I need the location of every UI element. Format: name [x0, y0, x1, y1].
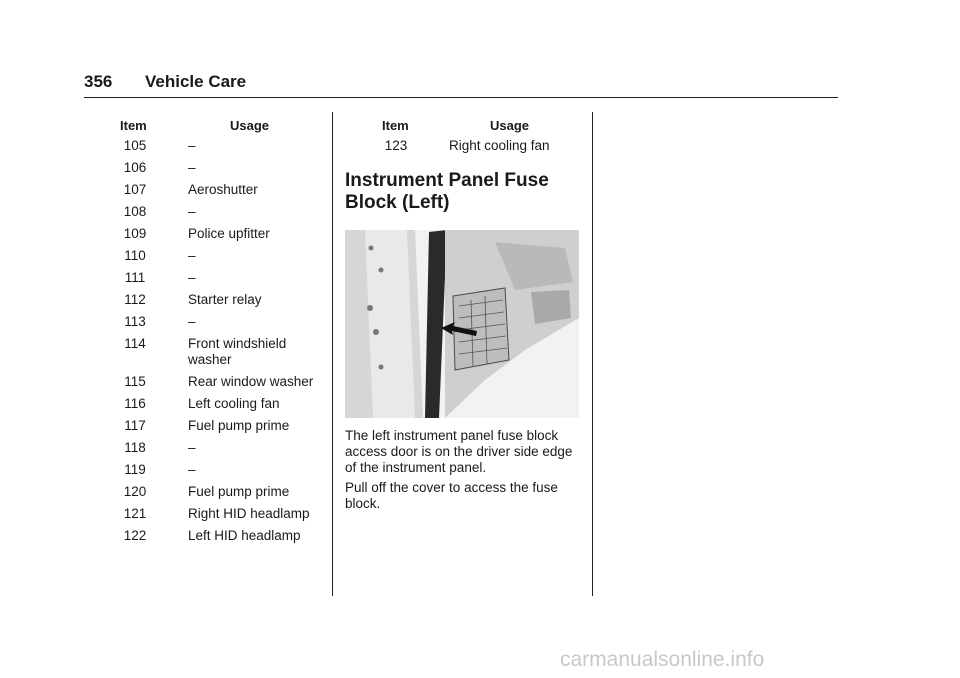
table-row	[120, 396, 320, 412]
fuse-item-number: 110	[124, 248, 146, 263]
table-row	[120, 270, 320, 286]
fuse-item-number: 123	[384, 138, 408, 153]
fuse-table-right	[382, 118, 582, 160]
page-title: Vehicle Care	[145, 72, 247, 91]
table-row	[120, 226, 320, 242]
fuse-item-number: 117	[124, 418, 146, 433]
fuse-item-number: 108	[123, 204, 147, 219]
table-row	[120, 292, 320, 308]
fuse-usage: Left HID headlamp	[188, 528, 301, 543]
fuse-usage: Right cooling fan	[449, 138, 550, 153]
table-row	[120, 528, 320, 544]
header-usage: Usage	[230, 118, 270, 133]
table-row	[120, 138, 320, 154]
fuse-usage: Police upfitter	[188, 226, 270, 241]
section-title: Instrument Panel Fuse Block (Left)	[345, 170, 549, 213]
fuse-item-number: 114	[124, 336, 146, 351]
body-paragraph-1: The left instrument panel fuse block access door is on the driver side edge of the instrument panel.	[345, 428, 573, 475]
fuse-item-number: 109	[123, 226, 147, 241]
fuse-item-number: 118	[124, 440, 146, 455]
table-row	[120, 160, 320, 176]
fuse-usage: –	[188, 270, 196, 285]
table-row	[120, 248, 320, 264]
header-item: Item	[120, 118, 147, 133]
fuse-usage: –	[188, 138, 196, 153]
table-row	[120, 418, 320, 434]
fuse-usage: Right HID headlamp	[188, 506, 310, 521]
table-row	[120, 484, 320, 500]
fuse-usage: –	[188, 204, 196, 219]
fuse-usage: –	[188, 440, 196, 455]
page-number: 356	[84, 72, 113, 91]
fuse-usage: Front windshield washer	[188, 336, 287, 367]
fuse-usage: Fuel pump prime	[188, 484, 290, 499]
table-row	[120, 204, 320, 220]
fuse-usage: –	[188, 160, 196, 175]
table-row	[120, 314, 320, 330]
header-rule	[84, 97, 838, 98]
fuse-item-number: 112	[124, 292, 146, 307]
fuse-usage: Aeroshutter	[188, 182, 258, 197]
table-row	[382, 138, 582, 154]
table-row	[120, 462, 320, 478]
fuse-block-photo	[345, 230, 579, 418]
fuse-item-number: 115	[124, 374, 146, 389]
header-usage: Usage	[490, 118, 530, 133]
fuse-usage: Left cooling fan	[188, 396, 280, 411]
fuse-item-number: 121	[123, 506, 147, 521]
fuse-usage: –	[188, 314, 196, 329]
fuse-block-illustration	[345, 230, 579, 418]
fuse-usage: Rear window washer	[188, 374, 314, 389]
fuse-item-number: 107	[123, 182, 147, 197]
fuse-usage: –	[188, 462, 196, 477]
fuse-item-number: 116	[124, 396, 146, 411]
fuse-usage: Starter relay	[188, 292, 262, 307]
fuse-usage: –	[188, 248, 196, 263]
fuse-item-number: 111	[124, 270, 146, 285]
fuse-item-number: 113	[124, 314, 146, 329]
header-item: Item	[382, 118, 409, 133]
table-header	[382, 118, 582, 138]
body-paragraph-2: Pull off the cover to access the fuse block.	[345, 480, 558, 511]
table-row	[120, 440, 320, 456]
table-row	[120, 182, 320, 198]
table-row	[120, 374, 320, 390]
fuse-item-number: 122	[123, 528, 147, 543]
fuse-item-number: 106	[123, 160, 147, 175]
table-row	[120, 506, 320, 522]
watermark: carmanualsonline.info	[560, 648, 765, 671]
table-row	[120, 336, 320, 368]
fuse-item-number: 119	[124, 462, 146, 477]
table-header	[120, 118, 320, 138]
fuse-table-left	[120, 118, 320, 550]
column-divider-left	[332, 112, 333, 596]
fuse-usage: Fuel pump prime	[188, 418, 290, 433]
fuse-item-number: 105	[123, 138, 147, 153]
fuse-item-number: 120	[123, 484, 147, 499]
column-divider-right	[592, 112, 593, 596]
